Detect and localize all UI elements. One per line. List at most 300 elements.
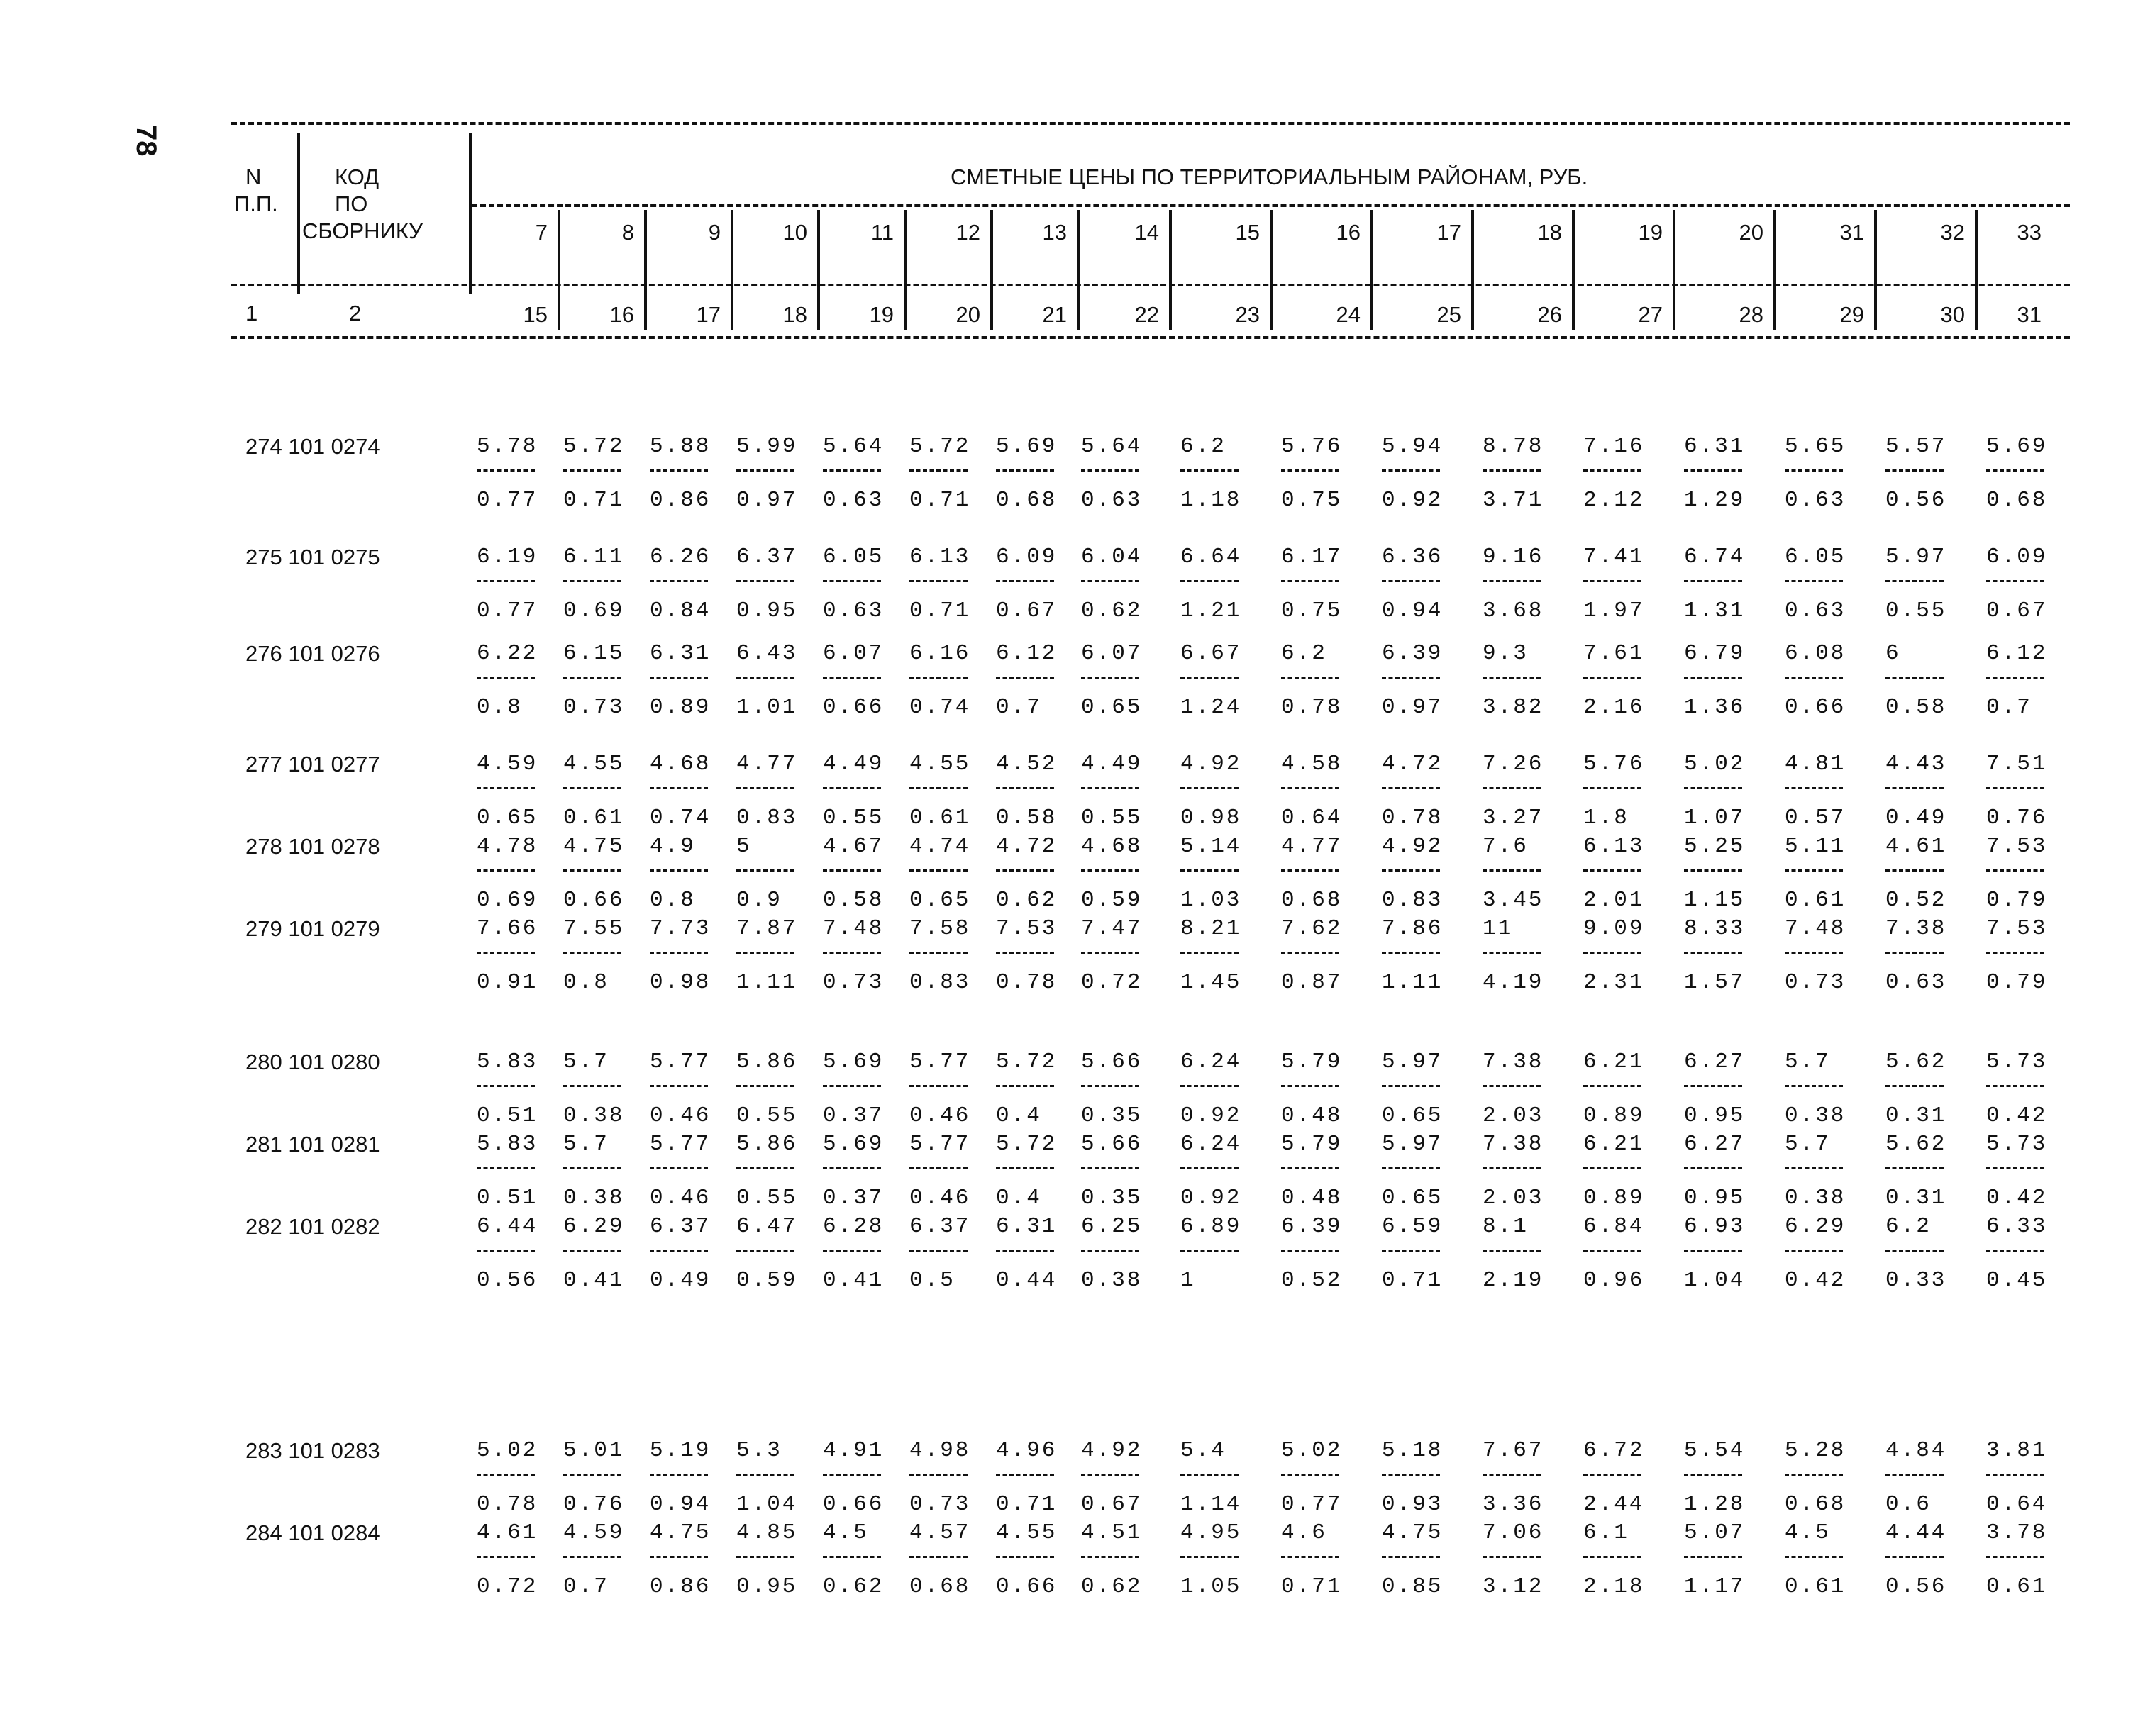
price-value: 5.65 [1785, 434, 1846, 459]
fraction-line [1281, 787, 1339, 789]
wage-value: 0.78 [996, 970, 1058, 995]
fraction-line [996, 1167, 1054, 1169]
price-value: 6.05 [823, 545, 885, 569]
fraction-line [1180, 952, 1239, 954]
fraction-line [1382, 787, 1440, 789]
fraction-line [1785, 469, 1843, 472]
fraction-line [1885, 869, 1944, 872]
price-value: 5.02 [1684, 752, 1746, 777]
price-value: 5.7 [563, 1132, 609, 1157]
wage-value: 0.66 [823, 695, 885, 720]
wage-value: 0.9 [736, 888, 782, 913]
region-label: 7 [535, 220, 548, 245]
fraction-line [1081, 1250, 1139, 1252]
price-value: 5.79 [1281, 1050, 1343, 1074]
fraction-line [1785, 1474, 1843, 1476]
price-value: 6.25 [1081, 1214, 1143, 1239]
price-value: 4.84 [1885, 1438, 1947, 1463]
wage-value: 0.61 [909, 806, 971, 830]
fraction-line [909, 787, 968, 789]
wage-value: 0.77 [1281, 1492, 1343, 1517]
wage-value: 1.14 [1180, 1492, 1242, 1517]
fraction-line [1180, 469, 1239, 472]
wage-value: 0.51 [477, 1186, 538, 1211]
wage-value: 0.31 [1885, 1103, 1947, 1128]
fraction-line [1180, 1556, 1239, 1558]
fraction-line [909, 580, 968, 582]
region-label: 33 [2017, 220, 2042, 245]
fraction-line [1483, 1085, 1541, 1087]
price-value: 7.38 [1483, 1132, 1544, 1157]
price-value: 4.44 [1885, 1520, 1947, 1545]
wage-value: 0.71 [909, 488, 971, 513]
fraction-line [1180, 677, 1239, 679]
fraction-line [1483, 952, 1541, 954]
number-column-divider [1975, 294, 1978, 330]
fraction-line [1885, 1085, 1944, 1087]
price-value: 8.78 [1483, 434, 1544, 459]
wage-value: 0.89 [650, 695, 711, 720]
wage-value: 0.67 [1081, 1492, 1143, 1517]
fraction-line [1180, 580, 1239, 582]
fraction-line [563, 787, 621, 789]
wage-value: 0.7 [996, 695, 1042, 720]
fraction-line [909, 1556, 968, 1558]
price-value: 5.73 [1986, 1050, 2048, 1074]
wage-value: 1.97 [1583, 599, 1645, 623]
price-value: 6.44 [477, 1214, 538, 1239]
fraction-line [650, 869, 708, 872]
region-column-divider [1673, 210, 1675, 294]
fraction-line [1583, 677, 1641, 679]
price-value: 7.06 [1483, 1520, 1544, 1545]
price-value: 5.79 [1281, 1132, 1343, 1157]
fraction-line [1684, 952, 1742, 954]
fraction-line [1081, 469, 1139, 472]
fraction-line [1684, 1085, 1742, 1087]
price-value: 4.55 [909, 752, 971, 777]
wage-value: 0.93 [1382, 1492, 1444, 1517]
fraction-line [477, 869, 535, 872]
row-code: 278 101 0278 [245, 834, 380, 859]
price-value: 4.67 [823, 834, 885, 859]
wage-value: 0.67 [1986, 599, 2048, 623]
wage-value: 0.7 [563, 1574, 609, 1599]
price-value: 5.3 [736, 1438, 782, 1463]
fraction-line [650, 1167, 708, 1169]
header-divider-1 [297, 133, 300, 294]
wage-value: 1.17 [1684, 1574, 1746, 1599]
wage-value: 0.61 [563, 806, 625, 830]
wage-value: 0.66 [1785, 695, 1846, 720]
fraction-line [1281, 1167, 1339, 1169]
fraction-line [909, 1167, 968, 1169]
wage-value: 0.98 [1180, 806, 1242, 830]
fraction-line [823, 1085, 881, 1087]
region-column-divider [1975, 210, 1978, 294]
price-value: 6.37 [736, 545, 798, 569]
wage-value: 0.87 [1281, 970, 1343, 995]
price-value: 4.75 [1382, 1520, 1444, 1545]
region-label: 10 [782, 220, 807, 245]
wage-value: 0.55 [1081, 806, 1143, 830]
price-value: 7.73 [650, 916, 711, 941]
wage-value: 0.67 [996, 599, 1058, 623]
price-value: 5.01 [563, 1438, 625, 1463]
fraction-line [1986, 869, 2044, 872]
wage-value: 0.84 [650, 599, 711, 623]
fraction-line [1885, 677, 1944, 679]
fraction-line [1081, 869, 1139, 872]
column-number: 28 [1739, 302, 1763, 327]
fraction-line [736, 869, 794, 872]
fraction-line [1483, 869, 1541, 872]
price-value: 5.64 [823, 434, 885, 459]
price-value: 6.39 [1281, 1214, 1343, 1239]
fraction-line [1785, 677, 1843, 679]
header-top-rule [231, 122, 2070, 125]
fraction-line [909, 1085, 968, 1087]
wage-value: 2.19 [1483, 1268, 1544, 1293]
wage-value: 2.18 [1583, 1574, 1645, 1599]
fraction-line [1583, 1250, 1641, 1252]
wage-value: 0.55 [1885, 599, 1947, 623]
wage-value: 0.71 [1382, 1268, 1444, 1293]
fraction-line [1684, 1167, 1742, 1169]
price-value: 6.72 [1583, 1438, 1645, 1463]
fraction-line [1081, 1167, 1139, 1169]
region-label: 32 [1940, 220, 1965, 245]
wage-value: 0.42 [1986, 1186, 2048, 1211]
row-code: 283 101 0283 [245, 1438, 380, 1463]
fraction-line [1382, 580, 1440, 582]
number-column-divider [1077, 294, 1080, 330]
price-value: 6.09 [1986, 545, 2048, 569]
price-value: 5.97 [1382, 1132, 1444, 1157]
fraction-line [996, 1556, 1054, 1558]
fraction-line [823, 869, 881, 872]
region-label: 17 [1436, 220, 1461, 245]
fraction-line [1382, 952, 1440, 954]
wage-value: 0.46 [909, 1186, 971, 1211]
fraction-line [1583, 580, 1641, 582]
fraction-line [1885, 1250, 1944, 1252]
col-number-1: 1 [245, 301, 258, 326]
price-value: 5.7 [563, 1050, 609, 1074]
number-column-divider [1270, 294, 1273, 330]
wage-value: 0.46 [650, 1103, 711, 1128]
region-column-divider [990, 210, 993, 294]
fraction-line [1180, 869, 1239, 872]
price-value: 5.69 [1986, 434, 2048, 459]
wage-value: 2.03 [1483, 1103, 1544, 1128]
wage-value: 0.55 [823, 806, 885, 830]
fraction-line [823, 469, 881, 472]
wage-value: 2.16 [1583, 695, 1645, 720]
price-value: 6.07 [1081, 641, 1143, 666]
wage-value: 0.63 [823, 599, 885, 623]
wage-value: 0.61 [1785, 1574, 1846, 1599]
wage-value: 0.8 [477, 695, 523, 720]
fraction-line [909, 1250, 968, 1252]
region-label: 31 [1839, 220, 1864, 245]
price-value: 5.97 [1885, 545, 1947, 569]
fraction-line [1684, 469, 1742, 472]
price-value: 6.59 [1382, 1214, 1444, 1239]
price-value: 5.69 [996, 434, 1058, 459]
fraction-line [909, 677, 968, 679]
wage-value: 0.78 [1281, 695, 1343, 720]
wage-value: 0.75 [1281, 599, 1343, 623]
number-column-divider [904, 294, 907, 330]
price-value: 7.48 [1785, 916, 1846, 941]
wage-value: 0.98 [650, 970, 711, 995]
price-value: 5.77 [650, 1050, 711, 1074]
wage-value: 0.62 [996, 888, 1058, 913]
wage-value: 0.65 [909, 888, 971, 913]
price-value: 4.49 [1081, 752, 1143, 777]
price-value: 5.02 [477, 1438, 538, 1463]
region-label: 12 [955, 220, 980, 245]
number-column-divider [817, 294, 820, 330]
number-column-divider [1673, 294, 1675, 330]
fraction-line [1483, 677, 1541, 679]
wage-value: 0.56 [1885, 1574, 1947, 1599]
wage-value: 0.62 [1081, 1574, 1143, 1599]
fraction-line [650, 1556, 708, 1558]
fraction-line [736, 787, 794, 789]
price-value: 4.59 [477, 752, 538, 777]
region-label: 9 [708, 220, 721, 245]
wage-value: 0.38 [563, 1103, 625, 1128]
fraction-line [996, 469, 1054, 472]
fraction-line [1684, 1250, 1742, 1252]
fraction-line [996, 869, 1054, 872]
wage-value: 2.01 [1583, 888, 1645, 913]
wage-value: 0.85 [1382, 1574, 1444, 1599]
wage-value: 0.35 [1081, 1103, 1143, 1128]
wage-value: 0.65 [1081, 695, 1143, 720]
wage-value: 0.77 [477, 488, 538, 513]
price-value: 7.16 [1583, 434, 1645, 459]
fraction-line [1684, 1556, 1742, 1558]
price-value: 6.27 [1684, 1050, 1746, 1074]
col-code-label-3: СБОРНИКУ [302, 218, 423, 243]
wage-value: 0.68 [1785, 1492, 1846, 1517]
wage-value: 0.48 [1281, 1186, 1343, 1211]
fraction-line [1281, 1474, 1339, 1476]
fraction-line [823, 677, 881, 679]
price-value: 7.66 [477, 916, 538, 941]
region-label: 13 [1042, 220, 1067, 245]
fraction-line [1382, 469, 1440, 472]
wage-value: 0.48 [1281, 1103, 1343, 1128]
wage-value: 0.46 [909, 1103, 971, 1128]
wage-value: 2.31 [1583, 970, 1645, 995]
price-value: 7.26 [1483, 752, 1544, 777]
fraction-line [1483, 1474, 1541, 1476]
column-number: 25 [1436, 302, 1461, 327]
fraction-line [1180, 1085, 1239, 1087]
region-column-divider [558, 210, 560, 294]
wage-value: 0.44 [996, 1268, 1058, 1293]
column-number: 30 [1940, 302, 1965, 327]
wage-value: 0.38 [1785, 1186, 1846, 1211]
price-value: 4.57 [909, 1520, 971, 1545]
price-value: 6.29 [1785, 1214, 1846, 1239]
wage-value: 1.36 [1684, 695, 1746, 720]
wage-value: 0.58 [823, 888, 885, 913]
price-value: 7.62 [1281, 916, 1343, 941]
fraction-line [1281, 869, 1339, 872]
wage-value: 3.68 [1483, 599, 1544, 623]
wage-value: 0.75 [1281, 488, 1343, 513]
fraction-line [1583, 952, 1641, 954]
price-value: 5 [736, 834, 752, 859]
wage-value: 0.89 [1583, 1186, 1645, 1211]
price-value: 4.9 [650, 834, 696, 859]
fraction-line [1986, 1556, 2044, 1558]
fraction-line [1885, 1556, 1944, 1558]
fraction-line [650, 469, 708, 472]
wage-value: 1.29 [1684, 488, 1746, 513]
price-value: 6.64 [1180, 545, 1242, 569]
fraction-line [1281, 469, 1339, 472]
fraction-line [1382, 1556, 1440, 1558]
fraction-line [1281, 1085, 1339, 1087]
fraction-line [650, 580, 708, 582]
price-value: 5.64 [1081, 434, 1143, 459]
wage-value: 0.41 [563, 1268, 625, 1293]
wage-value: 0.63 [1885, 970, 1947, 995]
column-number: 20 [955, 302, 980, 327]
column-number: 18 [782, 302, 807, 327]
price-value: 7.55 [563, 916, 625, 941]
wage-value: 0.64 [1986, 1492, 2048, 1517]
fraction-line [563, 1556, 621, 1558]
price-value: 4.92 [1180, 752, 1242, 777]
price-value: 5.66 [1081, 1132, 1143, 1157]
wage-value: 2.12 [1583, 488, 1645, 513]
fraction-line [996, 580, 1054, 582]
price-value: 6.37 [909, 1214, 971, 1239]
wage-value: 0.63 [1081, 488, 1143, 513]
fraction-line [1081, 1474, 1139, 1476]
wage-value: 0.51 [477, 1103, 538, 1128]
fraction-line [563, 469, 621, 472]
col-n-sublabel: П.П. [234, 191, 278, 216]
fraction-line [736, 952, 794, 954]
price-value: 5.18 [1382, 1438, 1444, 1463]
wage-value: 0.56 [1885, 488, 1947, 513]
fraction-line [1483, 1250, 1541, 1252]
price-value: 4.91 [823, 1438, 885, 1463]
price-value: 4.85 [736, 1520, 798, 1545]
fraction-line [477, 677, 535, 679]
row-code: 274 101 0274 [245, 434, 380, 459]
region-column-divider [1270, 210, 1273, 294]
wage-value: 0.59 [1081, 888, 1143, 913]
number-column-divider [731, 294, 733, 330]
region-column-divider [1370, 210, 1373, 294]
price-value: 7.87 [736, 916, 798, 941]
price-value: 6.22 [477, 641, 538, 666]
fraction-line [736, 677, 794, 679]
fraction-line [1382, 869, 1440, 872]
price-value: 5.07 [1684, 1520, 1746, 1545]
region-column-divider [1874, 210, 1877, 294]
price-value: 7.53 [1986, 916, 2048, 941]
fraction-line [563, 677, 621, 679]
wage-value: 1.24 [1180, 695, 1242, 720]
price-value: 6.07 [823, 641, 885, 666]
fraction-line [1583, 1085, 1641, 1087]
price-value: 5.72 [996, 1132, 1058, 1157]
price-value: 5.73 [1986, 1132, 2048, 1157]
region-column-divider [1169, 210, 1172, 294]
row-code: 281 101 0281 [245, 1132, 380, 1157]
fraction-line [909, 869, 968, 872]
fraction-line [477, 580, 535, 582]
row-code: 276 101 0276 [245, 641, 380, 666]
column-number: 22 [1134, 302, 1159, 327]
row-code: 279 101 0279 [245, 916, 380, 941]
price-value: 5.02 [1281, 1438, 1343, 1463]
wage-value: 0.7 [1986, 695, 2032, 720]
price-value: 5.28 [1785, 1438, 1846, 1463]
prices-title: СМЕТНЫЕ ЦЕНЫ ПО ТЕРРИТОРИАЛЬНЫМ РАЙОНАМ, РУБ. [951, 165, 1588, 189]
fraction-line [1382, 1474, 1440, 1476]
wage-value: 0.6 [1885, 1492, 1932, 1517]
wage-value: 0.64 [1281, 806, 1343, 830]
wage-value: 1.04 [1684, 1268, 1746, 1293]
fraction-line [736, 1250, 794, 1252]
wage-value: 0.76 [1986, 806, 2048, 830]
price-value: 6.08 [1785, 641, 1846, 666]
fraction-line [996, 952, 1054, 954]
wage-value: 0.45 [1986, 1268, 2048, 1293]
price-value: 5.77 [909, 1050, 971, 1074]
price-value: 5.76 [1281, 434, 1343, 459]
number-column-divider [644, 294, 647, 330]
price-value: 4.51 [1081, 1520, 1143, 1545]
region-column-divider [1773, 210, 1776, 294]
wage-value: 0.86 [650, 1574, 711, 1599]
price-value: 4.92 [1081, 1438, 1143, 1463]
wage-value: 4.19 [1483, 970, 1544, 995]
fraction-line [1483, 787, 1541, 789]
fraction-line [1081, 580, 1139, 582]
price-value: 6.31 [650, 641, 711, 666]
region-column-divider [1077, 210, 1080, 294]
fraction-line [736, 1085, 794, 1087]
fraction-line [996, 1250, 1054, 1252]
wage-value: 0.61 [1986, 1574, 2048, 1599]
fraction-line [1986, 787, 2044, 789]
region-label: 20 [1739, 220, 1763, 245]
price-value: 6.12 [1986, 641, 2048, 666]
wage-value: 0.73 [823, 970, 885, 995]
col-n-label: N [245, 165, 262, 189]
price-value: 4.72 [996, 834, 1058, 859]
wage-value: 1.15 [1684, 888, 1746, 913]
price-value: 7.38 [1483, 1050, 1544, 1074]
fraction-line [1081, 677, 1139, 679]
wage-value: 1.31 [1684, 599, 1746, 623]
fraction-line [1583, 1167, 1641, 1169]
price-value: 6.43 [736, 641, 798, 666]
price-value: 6.28 [823, 1214, 885, 1239]
